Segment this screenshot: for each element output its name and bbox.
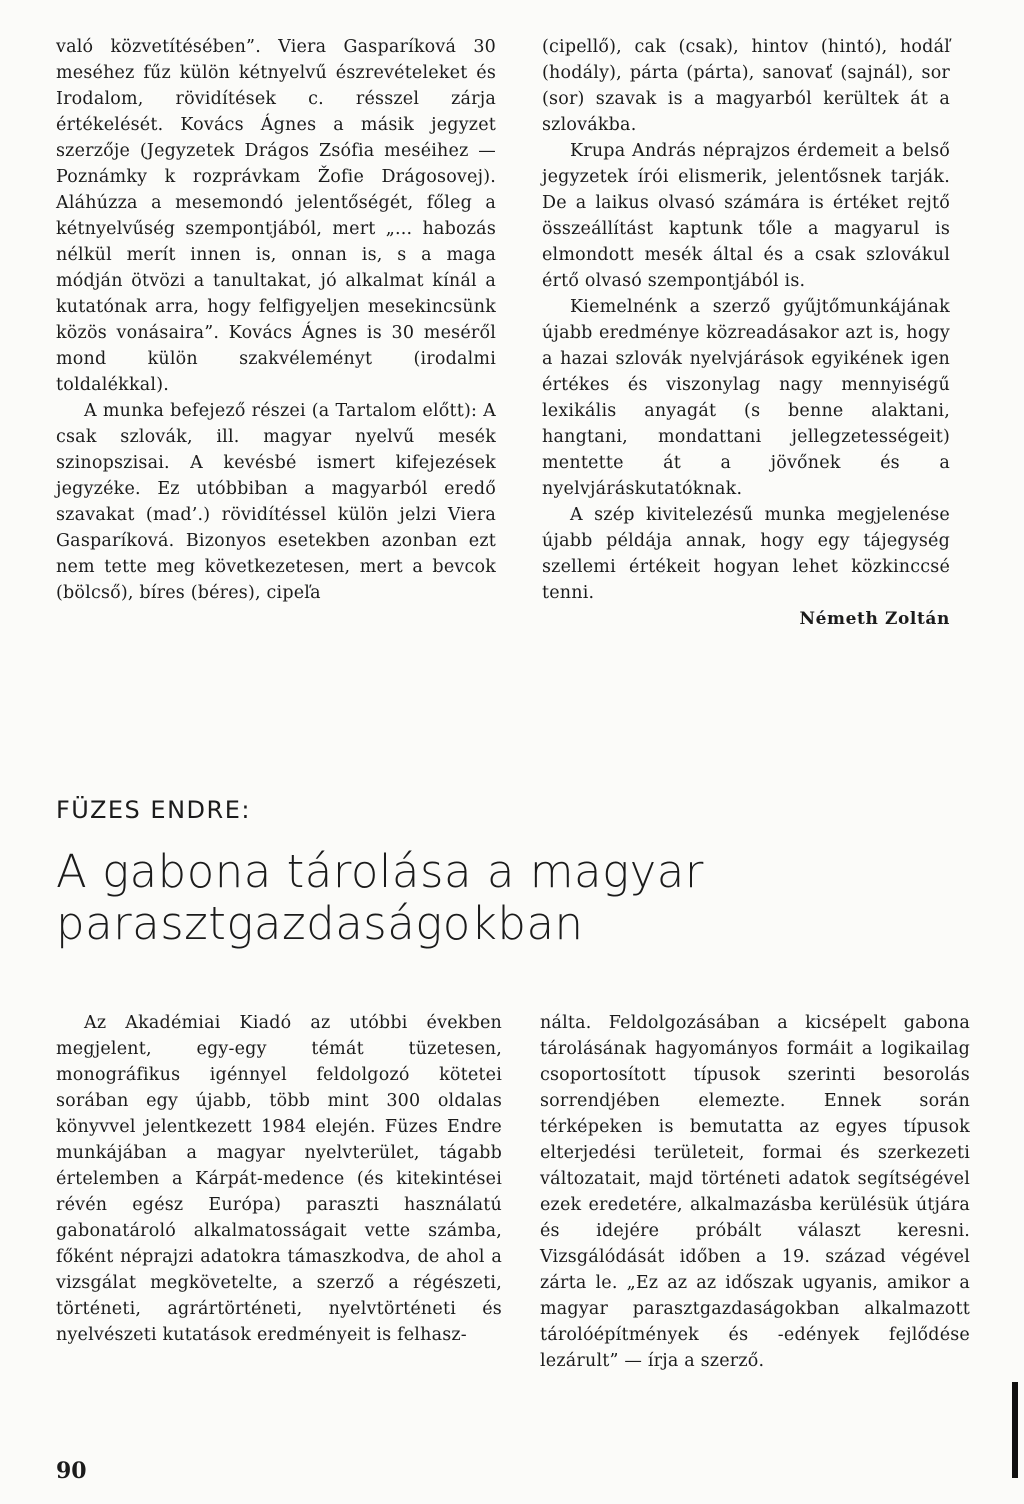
review-signature: Németh Zoltán (799, 609, 950, 629)
paragraph: Kiemelnénk a szerző gyűjtőmunkájának újabb eredménye közreadásakor azt is, hogy a hazai szlovák nyelvjárások egyikének igen értékes és viszonylag nagy mennyiségű lexikális anyagát (s benne alaktani, hangtani, mondattani jellegzetességeit) mentette át a jövőnek és a nyelvjáráskutatóknak. (542, 297, 950, 499)
top-right-column (542, 34, 950, 632)
paragraph: való közvetítésében”. Viera Gasparíková 30 meséhez fűz külön kétnyelvű észrevételeket és Irodalom, rövidítések c. résszel zárja értékelését. Kovács Ágnes a másik jegyzet szerzője (Jegyzetek Drágos Zsófia meséihez — Poznámky k rozprávkam Žofie Drágosovej). Aláhúzza a mesemondó jelentőségét, főleg a kétnyelvűség szempontjából, mert „... habozás nélkül merít innen is, onnan is, s a maga módján ötvözi a tanultakat, jó alkalmat kínál a kutatónak arra, hogy felfigyeljen mesekincsünk közös vonásaira”. Kovács Ágnes is 30 meséről mond külön szakvéleményt (irodalmi toldalékkal). (56, 37, 496, 395)
scan-edge-mark (1012, 1382, 1018, 1478)
paragraph: Az Akadémiai Kiadó az utóbbi években megjelent, egy-egy témát tüzetesen, monográfikus igénnyel feldolgozó kötetei sorában egy újabb, több mint 300 oldalas könyvvel jelentkezett 1984 elején. Füzes Endre munkájában a magyar nyelvterület, tágabb értelemben a Kárpát-medence (és kitekintései révén egész Európa) paraszti használatú gabonatároló alkalmatosságait vette számba, főként néprajzi adatokra támaszkodva, de ahol a vizsgálat megkövetelte, a szerző a régészeti, történeti, agrártörténeti, nyelvtörténeti és nyelvészeti kutatások eredményeit is felhasz- (56, 1013, 502, 1345)
paragraph: A szép kivitelezésű munka megjelenése újabb példája annak, hogy egy tájegység szellemi értékeit hogyan lehet közkinccsé tenni. (542, 505, 950, 603)
page-number: 90 (56, 1458, 87, 1484)
bottom-left-column (56, 1010, 502, 1348)
bottom-right-column (540, 1010, 970, 1374)
paragraph: nálta. Feldolgozásában a kicsépelt gabona tárolásának hagyományos formáit a logikailag csoportosított típusok szerinti besorolás sorrendjében elemezte. Ennek során térképeken is bemutatta az egyes típusok elterjedési területeit, formai és szerkezeti változatait, majd történeti adatok segítségével ezek eredetére, alkalmazásba kerülésük útjára és idejére próbált választ keresni. Vizsgálódását időben a 19. század végével zárta le. „Ez az az időszak ugyanis, amikor a magyar parasztgazdaságokban alkalmazott tárolóépítmények és -edények fejlődése lezárult” — írja a szerző. (540, 1013, 970, 1371)
top-left-column (56, 34, 496, 606)
paragraph: Krupa András néprajzos érdemeit a belső jegyzetek írói elismerik, jelentősnek tarják. De a laikus olvasó számára is értéket rejtő összeállítást kaptunk tőle a magyarul is elmondott mesék által és a csak szlovákul értő olvasó szempontjából is. (542, 141, 950, 291)
article-title: A gabona tárolása a magyar parasztgazdaságokban (56, 845, 704, 950)
paragraph: (cipellő), cak (csak), hintov (hintó), hodáľ (hodály), párta (párta), sanovať (sajnál), sor (sor) szavak is a magyarból kerültek át a szlovákba. (542, 37, 950, 135)
article-author: FÜZES ENDRE: (56, 796, 251, 824)
paragraph: A munka befejező részei (a Tartalom előtt): A csak szlovák, ill. magyar nyelvű mesék szinopszisai. A kevésbé ismert kifejezések jegyzéke. Ez utóbbiban a magyarból eredő szavakat (mad’.) rövidítéssel külön jelzi Viera Gasparíková. Bizonyos esetekben azonban ezt nem tette meg következetesen, mert a bevcok (bölcső), bíres (béres), cipeľa (56, 401, 496, 603)
